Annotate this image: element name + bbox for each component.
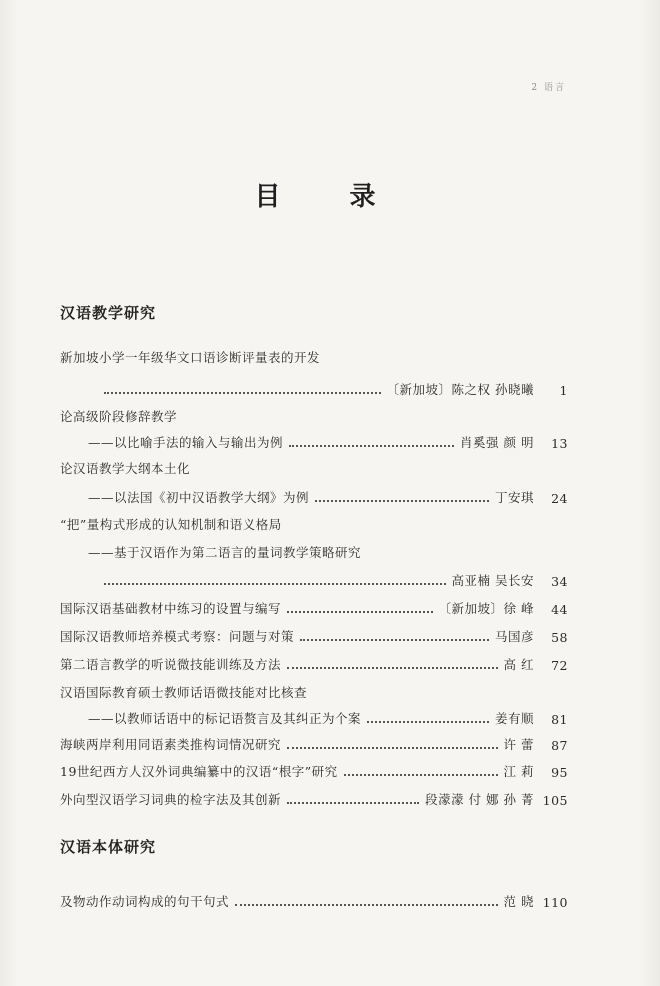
toc-entry — [60, 729, 568, 753]
dot-leader — [235, 902, 498, 906]
toc-entry-author: 江 莉 — [503, 764, 534, 779]
toc-entry-page: 95 — [551, 765, 568, 780]
toc-entry — [60, 756, 568, 780]
dot-leader — [287, 800, 419, 804]
toc-entry — [60, 621, 568, 645]
dot-leader — [367, 719, 489, 723]
toc-entry-author: 高 红 — [503, 657, 534, 672]
toc-entry-page: 87 — [551, 738, 568, 753]
toc-entry-title: 第二语言教学的听说微技能训练及方法 — [60, 657, 282, 672]
toc-entry — [60, 784, 568, 808]
toc-entry-page: 81 — [551, 712, 568, 727]
toc-entry — [60, 703, 568, 727]
toc-entry-title: 国际汉语基础教材中练习的设置与编写 — [60, 601, 282, 616]
dot-leader — [287, 609, 433, 613]
toc-entry-title: 国际汉语教师培养模式考察：问题与对策 — [60, 629, 295, 644]
toc-entry-author: 姜有顺 — [494, 711, 534, 726]
toc-entry-title: 论汉语教学大纲本土化 — [60, 461, 191, 476]
toc-entry-title: 论高级阶段修辞教学 — [60, 409, 178, 424]
dot-leader — [289, 443, 454, 447]
toc-entry-subtitle: ——基于汉语作为第二语言的量词教学策略研究 — [88, 545, 362, 560]
dot-leader — [315, 498, 489, 502]
toc-entry — [60, 509, 568, 533]
toc-entry — [60, 482, 568, 506]
toc-entry — [60, 453, 568, 477]
toc-entry-page: 110 — [542, 895, 568, 910]
toc-entry-title: 海峡两岸利用同语素类推构词情况研究 — [60, 737, 282, 752]
toc-entry-page: 58 — [551, 630, 568, 645]
running-header: 2 语言 — [531, 83, 566, 93]
toc-entry-author: 肖奚强 颜 明 — [460, 435, 534, 450]
dot-leader — [104, 390, 381, 394]
toc-entry-author: 高亚楠 吴长安 — [451, 573, 534, 588]
toc-entry-title: 及物动作动词构成的句干句式 — [60, 894, 230, 909]
toc-entry-title: “把”量构式形成的认知机制和语义格局 — [60, 517, 282, 532]
toc-entry-page: 72 — [551, 658, 568, 673]
toc-entry-author: 范 晓 — [503, 894, 534, 909]
dot-leader — [300, 637, 489, 641]
page-title: 目 录 — [254, 182, 406, 212]
toc-entry — [60, 427, 568, 451]
toc-entry-author: 丁安琪 — [494, 490, 534, 505]
toc-entry — [60, 342, 568, 366]
toc-entry — [60, 886, 568, 910]
toc-entry-page: 105 — [542, 793, 568, 808]
dot-leader — [104, 581, 446, 585]
toc-entry-subtitle: ——以比喻手法的输入与输出为例 — [88, 435, 284, 450]
toc-entry — [60, 593, 568, 617]
toc-entry — [60, 537, 568, 561]
section-title-ontology: 汉语本体研究 — [60, 838, 157, 856]
toc-entry-page: 34 — [551, 574, 568, 589]
toc-entry-subtitle: ——以教师话语中的标记语赘言及其纠正为个案 — [88, 711, 362, 726]
toc-entry — [60, 649, 568, 673]
toc-entry-title: 新加坡小学一年级华文口语诊断评量表的开发 — [60, 350, 321, 365]
toc-entry-title: 汉语国际教育硕士教师话语微技能对比核查 — [60, 685, 308, 700]
toc-entry-title: 外向型汉语学习词典的检字法及其创新 — [60, 792, 282, 807]
toc-entry-title: 19世纪西方人汉外词典编纂中的汉语“根字”研究 — [60, 764, 338, 779]
toc-entry-author: 段濛濛 付 娜 孙 菁 — [425, 792, 534, 807]
toc-entry-subtitle: ——以法国《初中汉语教学大纲》为例 — [88, 490, 310, 505]
toc-entry — [60, 677, 568, 701]
dot-leader — [287, 745, 498, 749]
toc-entry-page: 24 — [551, 491, 568, 506]
toc-entry-author: 许 蕾 — [503, 737, 534, 752]
toc-entry — [60, 401, 568, 425]
toc-entry-author: 〔新加坡〕陈之权 孙晓曦 — [386, 382, 534, 397]
toc-entry — [60, 374, 568, 398]
section-title-teaching: 汉语教学研究 — [60, 304, 157, 322]
toc-entry — [60, 565, 568, 589]
dot-leader — [344, 772, 498, 776]
toc-entry-page: 1 — [559, 383, 568, 398]
dot-leader — [287, 665, 498, 669]
toc-entry-author: 马国彦 — [494, 629, 534, 644]
toc-entry-page: 13 — [551, 436, 568, 451]
toc-entry-page: 44 — [551, 602, 568, 617]
toc-entry-author: 〔新加坡〕徐 峰 — [438, 601, 534, 616]
